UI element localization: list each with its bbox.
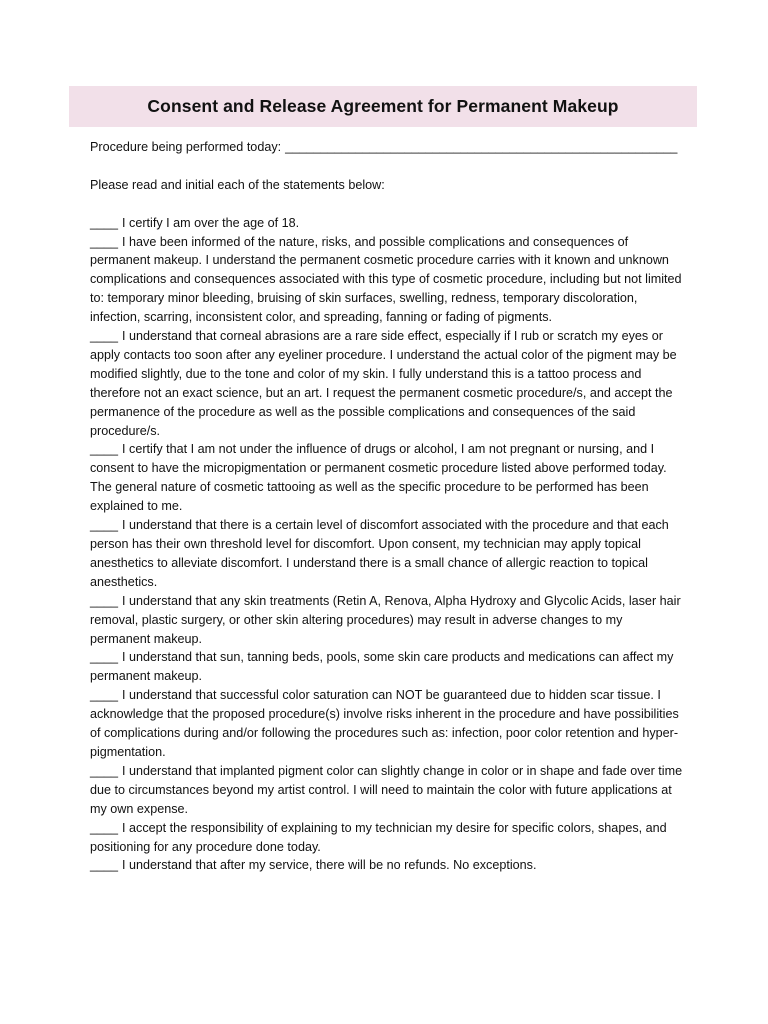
procedure-label: Procedure being performed today: — [90, 140, 282, 154]
statement-text: I understand that any skin treatments (Retin A, Renova, Alpha Hydroxy and Glycolic Acids, laser hair removal, plastic surgery, or other skin altering procedures) may result in adverse changes to my permanent makeup. — [90, 593, 681, 646]
statement-text: I understand that successful color saturation can NOT be guaranteed due to hidden scar tissue. I acknowledge that the proposed procedure(s) involve risks inherent in the procedure and have possibilities of complications during and/or following the procedures such as: infection, poor color retention and hyper-pigmentation. — [90, 688, 679, 759]
statement-text: I certify that I am not under the influence of drugs or alcohol, I am not pregnant or nursing, and I consent to have the micropigmentation or permanent cosmetic procedure listed above performed today. The general nature of cosmetic tattooing as well as the specific procedure to be performed has been explained to me. — [90, 442, 667, 514]
statement-text: I have been informed of the nature, risks, and possible complications and consequences of permanent makeup. I understand the permanent cosmetic procedure carries with it known and unknown complications and consequences associated with this type of cosmetic procedure, including but not limited to: temporary minor bleeding, bruising of skin surfaces, swelling, redness, temporary discoloration, infection, scarring, inconsistent color, and spreading, fanning or fading of pigments. — [90, 234, 682, 325]
initial-blank: ____ — [90, 234, 119, 249]
statement-item — [90, 214, 685, 233]
instructions-text: Please read and initial each of the statements below: — [90, 177, 385, 192]
statement-text: I understand that after my service, there will be no refunds. No exceptions. — [122, 858, 537, 873]
statement-item — [90, 592, 685, 649]
statement-text: I accept the responsibility of explaining to my technician my desire for specific colors, shapes, and positioning for any procedure done today. — [90, 820, 667, 854]
statement-item — [90, 648, 685, 686]
initial-blank: ____ — [90, 650, 119, 665]
initial-blank: ____ — [90, 858, 119, 873]
initial-blank: ____ — [90, 215, 119, 230]
initial-blank: ____ — [90, 518, 119, 533]
statement-text: I understand that implanted pigment color can slightly change in color or in shape and fade over time due to circumstances beyond my artist control. I will need to maintain the color with future applications at my own expense. — [90, 763, 683, 816]
statement-item — [90, 516, 685, 592]
title-banner — [69, 86, 697, 127]
statement-item — [90, 686, 685, 762]
initial-blank: ____ — [90, 442, 119, 457]
document-body — [90, 138, 685, 875]
statement-text: I understand that corneal abrasions are a rare side effect, especially if I rub or scratch my eyes or apply contacts too soon after any eyeliner procedure. I understand the actual color of the pigment may be modified slightly, due to the tone and color of my skin. I fully understand this is a tattoo process and therefore not an exact science, but an art. I request the permanent cosmetic procedure/s, and accept the permanence of the procedure as well as the possible complications and consequences of the said procedure/s. — [90, 329, 677, 438]
initial-blank: ____ — [90, 820, 119, 835]
statement-item — [90, 762, 685, 819]
initial-blank: ____ — [90, 593, 119, 608]
procedure-field — [90, 138, 685, 157]
initial-blank: ____ — [90, 763, 119, 778]
statement-item — [90, 856, 685, 875]
statement-item — [90, 819, 685, 857]
initial-blank: ____ — [90, 688, 119, 703]
statement-item — [90, 233, 685, 328]
initial-blank: ____ — [90, 329, 119, 344]
procedure-blank-line: ________________________________________________________ — [285, 140, 678, 154]
statement-list — [90, 214, 685, 876]
statement-text: I certify I am over the age of 18. — [122, 215, 300, 230]
statement-item — [90, 440, 685, 516]
statement-text: I understand that there is a certain level of discomfort associated with the procedure and that each person has their own threshold level for discomfort. Upon consent, my technician may apply topical anesthetics to alleviate discomfort. I understand there is a small chance of allergic reaction to topical anesthetics. — [90, 518, 669, 589]
statement-text: I understand that sun, tanning beds, pools, some skin care products and medications can affect my permanent makeup. — [90, 650, 674, 684]
document-title: Consent and Release Agreement for Permanent Makeup — [147, 96, 619, 116]
statement-item — [90, 327, 685, 440]
